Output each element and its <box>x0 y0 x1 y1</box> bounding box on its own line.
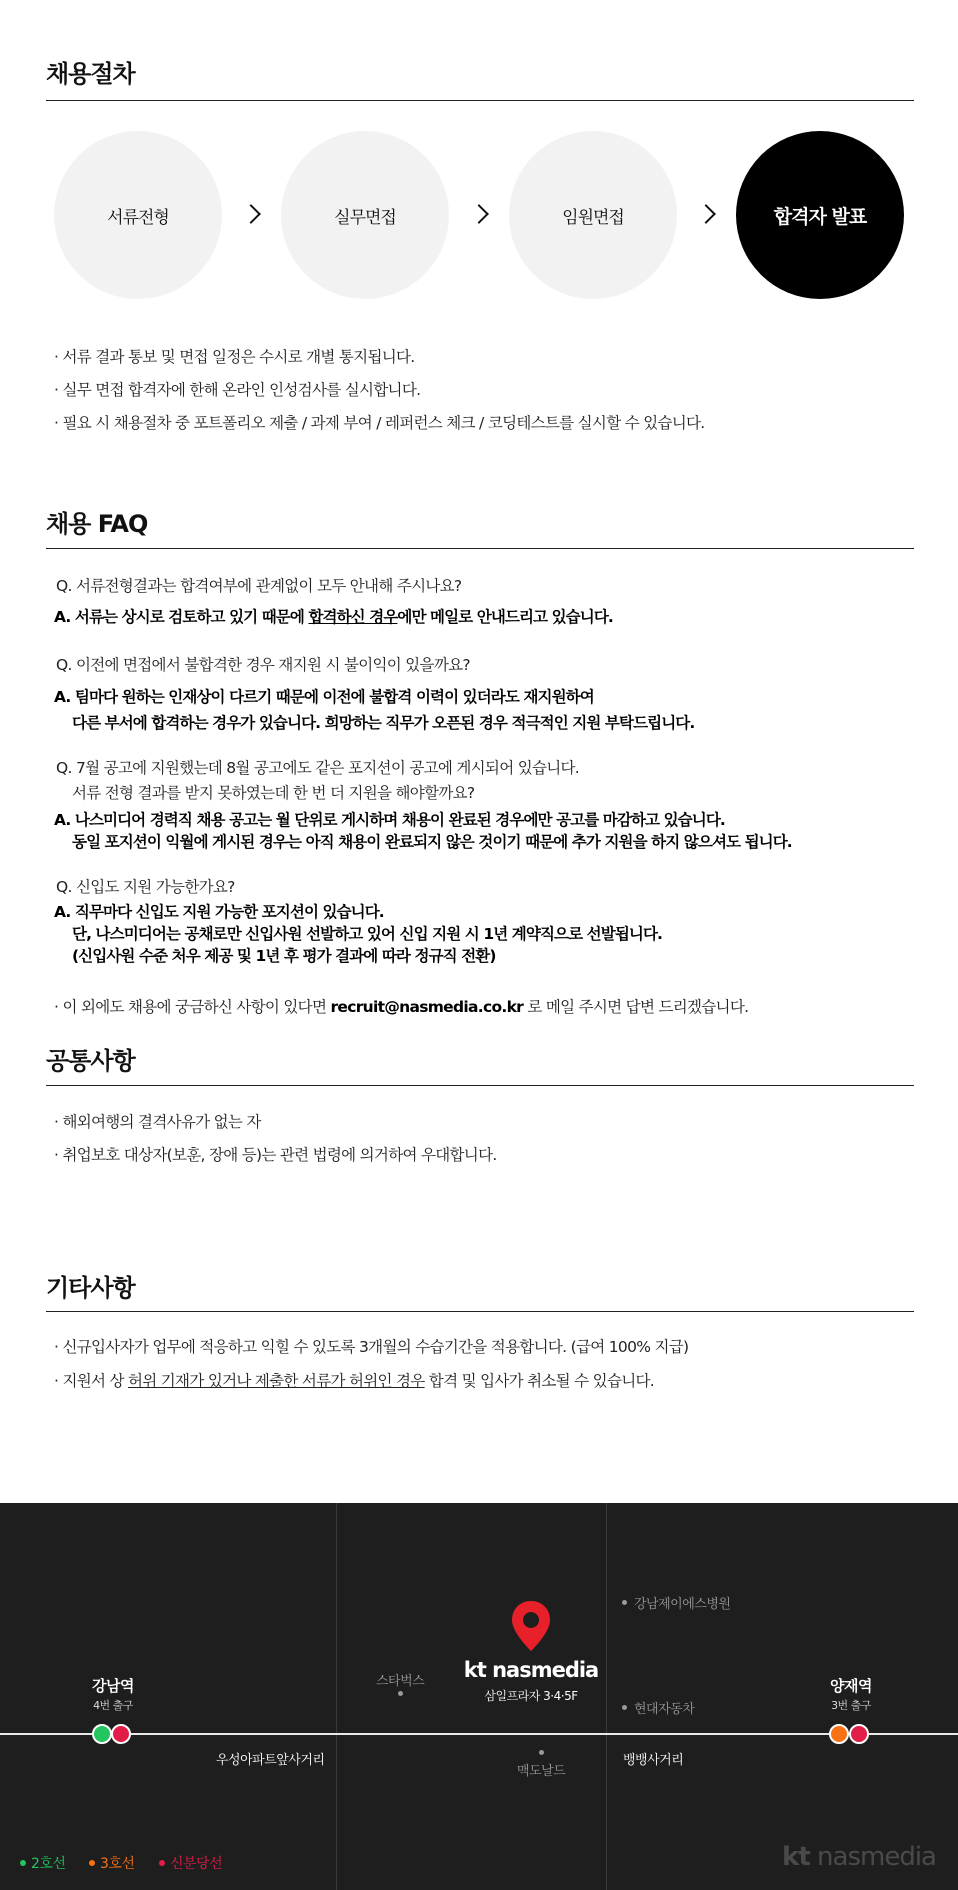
faq-answer-1: A. 서류는 상시로 검토하고 있기 때문에 합격하신 경우에만 메일로 안내드리고 있습니다. <box>54 608 613 626</box>
process-note: · 서류 결과 통보 및 면접 일정은 수시로 개별 통지됩니다. <box>54 348 415 366</box>
step-practical-interview: 실무면접 <box>281 131 449 299</box>
road-left: 우성아파트앞사거리 <box>216 1753 325 1768</box>
faq-question-3-cont: 서류 전형 결과를 받지 못하였는데 한 번 더 지원을 해야할까요? <box>72 784 475 802</box>
map-road-vertical <box>606 1503 607 1890</box>
faq-answer-4: A. 직무마다 신입도 지원 가능한 포지션이 있습니다. <box>54 903 384 921</box>
location-map <box>0 1503 958 1890</box>
legend-shinbundang: 신분당선 <box>159 1853 222 1873</box>
landmark-dot <box>539 1750 544 1755</box>
contact-email-link[interactable]: recruit@nasmedia.co.kr <box>330 998 524 1016</box>
landmark-dot <box>622 1705 627 1710</box>
faq-answer-4-cont: 단, 나스미디어는 공채로만 신입사원 선발하고 있어 신입 지원 시 1년 계약직으로 선발됩니다. <box>72 925 663 943</box>
landmark-starbucks: 스타벅스 <box>376 1674 425 1689</box>
step-document-screening: 서류전형 <box>54 131 222 299</box>
landmark-hyundai: 현대자동차 <box>634 1702 695 1717</box>
faq-question-2: Q. 이전에 면접에서 불합격한 경우 재지원 시 불이익이 있을까요? <box>56 656 470 674</box>
faq-answer-3: A. 나스미디어 경력직 채용 공고는 월 단위로 게시하며 채용이 완료된 경우에만 공고를 마감하고 있습니다. <box>54 811 725 829</box>
process-title: 채용절차 <box>46 60 135 88</box>
company-address: 삼일프라자 3·4·5F <box>484 1689 578 1703</box>
step-executive-interview: 임원면접 <box>509 131 677 299</box>
faq-title: 채용 FAQ <box>46 510 148 538</box>
etc-title: 기타사항 <box>46 1274 135 1302</box>
road-right: 뱅뱅사거리 <box>623 1753 684 1768</box>
station-gangnam-exit: 4번 출구 <box>93 1699 133 1712</box>
shinbundang-station-icon <box>111 1724 131 1744</box>
common-item: · 취업보호 대상자(보훈, 장애 등)는 관련 법령에 의거하여 우대합니다. <box>54 1146 497 1164</box>
faq-question-3: Q. 7월 공고에 지원했는데 8월 공고에도 같은 포지션이 공고에 게시되어 있습니다. <box>56 759 580 777</box>
faq-answer-2-cont: 다른 부서에 합격하는 경우가 있습니다. 희망하는 직무가 오픈된 경우 적극적인 지원 부탁드립니다. <box>72 714 695 732</box>
faq-answer-3-cont: 동일 포지션이 익월에 게시된 경우는 아직 채용이 완료되지 않은 것이기 때문에 추가 지원을 하지 않으셔도 됩니다. <box>72 833 792 851</box>
chevron-right-icon <box>696 204 716 224</box>
etc-item: · 지원서 상 허위 기재가 있거나 제출한 서류가 허위인 경우 합격 및 입사가 취소될 수 있습니다. <box>54 1372 654 1390</box>
landmark-mcdonalds: 맥도날드 <box>517 1764 566 1779</box>
nasmedia-watermark-logo: kt nasmedia <box>782 1842 936 1872</box>
station-gangnam-name: 강남역 <box>92 1677 134 1695</box>
landmark-hospital: 강남제이에스병원 <box>634 1597 731 1612</box>
etc-item: · 신규입사자가 업무에 적응하고 익힐 수 있도록 3개월의 수습기간을 적용합니다. (급여 100% 지급) <box>54 1338 689 1356</box>
chevron-right-icon <box>469 204 489 224</box>
company-name: kt nasmedia <box>463 1658 599 1682</box>
landmark-dot <box>398 1691 403 1696</box>
map-road-main <box>0 1733 958 1735</box>
legend-line2: 2호선 <box>20 1853 65 1873</box>
faq-contact: · 이 외에도 채용에 궁금하신 사항이 있다면 recruit@nasmedia.co.kr 로 메일 주시면 답변 드리겠습니다. <box>54 998 749 1016</box>
legend-line3: 3호선 <box>89 1853 134 1873</box>
common-title: 공통사항 <box>46 1047 135 1075</box>
map-road-vertical <box>336 1503 337 1890</box>
step-final-announcement: 합격자 발표 <box>736 131 904 299</box>
faq-answer-4-note: (신입사원 수준 처우 제공 및 1년 후 평가 결과에 따라 정규직 전환) <box>72 947 496 965</box>
etc-divider <box>46 1311 914 1312</box>
faq-question-4: Q. 신입도 지원 가능한가요? <box>56 878 235 896</box>
line3-station-icon <box>829 1724 849 1744</box>
line2-station-icon <box>92 1724 112 1744</box>
faq-answer-2: A. 팀마다 원하는 인재상이 다르기 때문에 이전에 불합격 이력이 있더라도 재지원하여 <box>54 688 594 706</box>
process-note: · 필요 시 채용절차 중 포트폴리오 제출 / 과제 부여 / 레퍼런스 체크 / 코딩테스트를 실시할 수 있습니다. <box>54 414 705 432</box>
location-pin-icon <box>510 1599 552 1653</box>
common-divider <box>46 1085 914 1086</box>
station-yangjae-exit: 3번 출구 <box>831 1699 871 1712</box>
chevron-right-icon <box>241 204 261 224</box>
landmark-dot <box>622 1600 627 1605</box>
station-yangjae-name: 양재역 <box>830 1677 872 1695</box>
faq-question-1: Q. 서류전형결과는 합격여부에 관계없이 모두 안내해 주시나요? <box>56 577 462 595</box>
process-note: · 실무 면접 합격자에 한해 온라인 인성검사를 실시합니다. <box>54 381 421 399</box>
process-divider <box>46 100 914 101</box>
common-item: · 해외여행의 결격사유가 없는 자 <box>54 1113 261 1131</box>
faq-divider <box>46 548 914 549</box>
shinbundang-station-icon <box>849 1724 869 1744</box>
